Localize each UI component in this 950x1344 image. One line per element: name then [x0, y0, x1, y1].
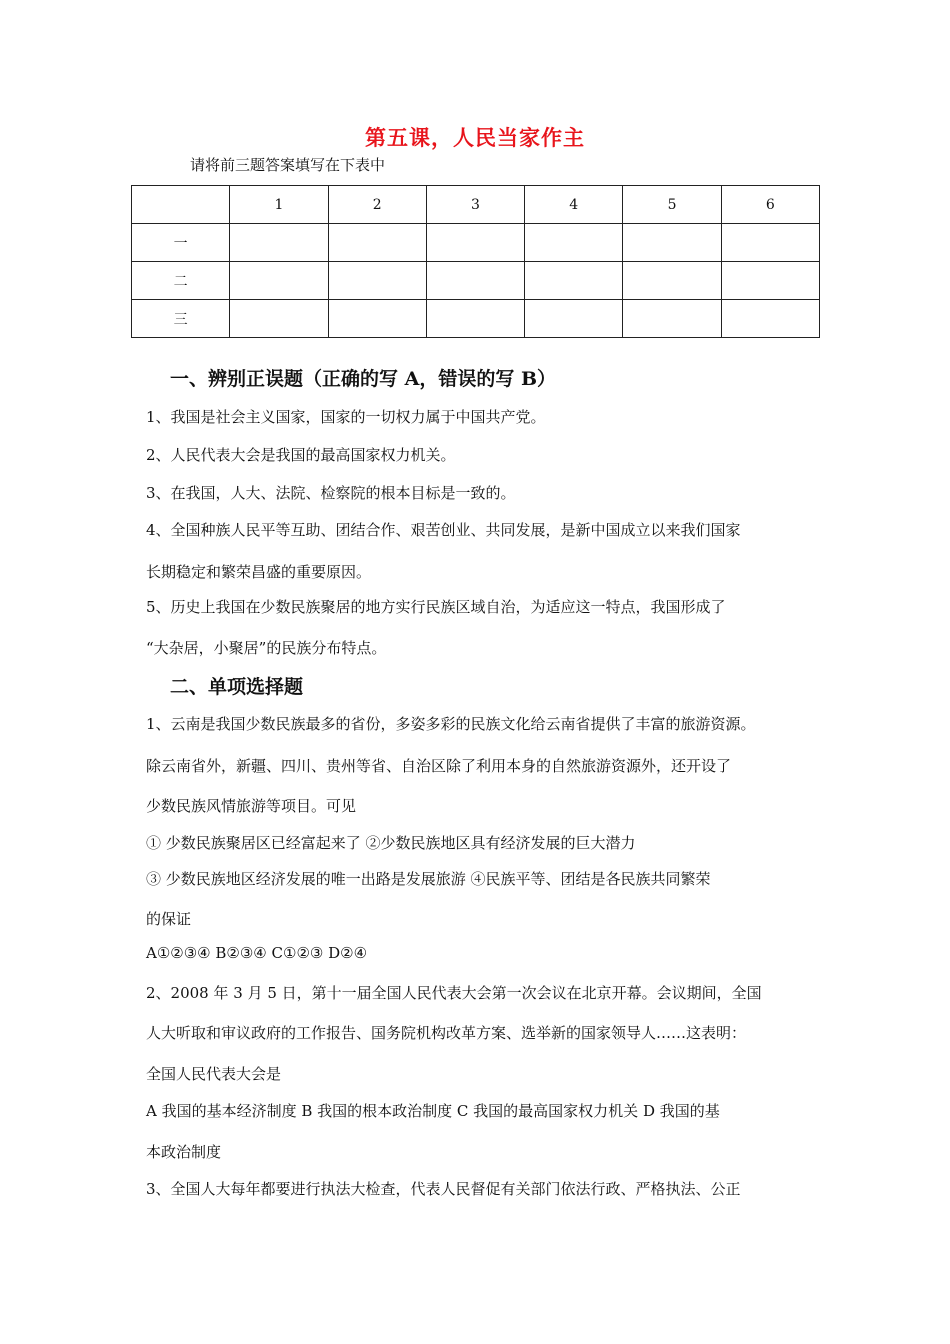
section2-heading: 二、单项选择题	[170, 676, 304, 698]
section1-heading: 一、辨别正误题（正确的写 A，错误的写 B）	[170, 368, 557, 390]
table-row	[132, 262, 820, 300]
answer-cell[interactable]	[426, 300, 524, 338]
text-line: 人大听取和审议政府的工作报告、国务院机构改革方案、选举新的国家领导人……这表明：	[146, 1024, 747, 1042]
text-line: 1、我国是社会主义国家，国家的一切权力属于中国共产党。	[146, 408, 546, 426]
header-cell: 2	[328, 186, 426, 224]
text-line: 少数民族风情旅游等项目。可见	[146, 797, 357, 815]
answer-cell[interactable]	[623, 300, 721, 338]
page-title: 第五课，人民当家作主	[365, 125, 585, 150]
table-row	[132, 224, 820, 262]
answer-cell[interactable]	[721, 224, 819, 262]
answer-options: A①②③④ B②③④ C①②③ D②④	[146, 944, 368, 962]
text-line: 的保证	[146, 910, 192, 928]
header-cell	[132, 186, 230, 224]
row-label: 二	[132, 262, 230, 300]
text-line: 3、在我国，人大、法院、检察院的根本目标是一致的。	[146, 484, 516, 502]
row-label: 一	[132, 224, 230, 262]
answer-cell[interactable]	[525, 262, 623, 300]
text-line: 长期稳定和繁荣昌盛的重要原因。	[146, 563, 372, 581]
answer-cell[interactable]	[525, 224, 623, 262]
text-line: 5、历史上我国在少数民族聚居的地方实行民族区域自治，为适应这一特点，我国形成了	[146, 598, 726, 616]
answer-cell[interactable]	[721, 300, 819, 338]
header-cell: 3	[426, 186, 524, 224]
answer-table	[131, 185, 820, 338]
answer-cell[interactable]	[721, 262, 819, 300]
text-line: ① 少数民族聚居区已经富起来了 ②少数民族地区具有经济发展的巨大潜力	[146, 834, 636, 852]
text-line: 全国人民代表大会是	[146, 1065, 282, 1083]
answer-options: A 我国的基本经济制度 B 我国的根本政治制度 C 我国的最高国家权力机关 D 我国的基	[146, 1102, 720, 1120]
text-line: 2、人民代表大会是我国的最高国家权力机关。	[146, 446, 456, 464]
answer-cell[interactable]	[230, 300, 328, 338]
answer-cell[interactable]	[426, 262, 524, 300]
text-line: 除云南省外，新疆、四川、贵州等省、自治区除了利用本身的自然旅游资源外，还开设了	[146, 757, 732, 775]
text-line: 1、云南是我国少数民族最多的省份，多姿多彩的民族文化给云南省提供了丰富的旅游资源。	[146, 715, 756, 733]
answer-cell[interactable]	[426, 224, 524, 262]
answer-cell[interactable]	[525, 300, 623, 338]
table-header-row	[132, 186, 820, 224]
row-label: 三	[132, 300, 230, 338]
answer-cell[interactable]	[328, 262, 426, 300]
text-line: ③ 少数民族地区经济发展的唯一出路是发展旅游 ④民族平等、团结是各民族共同繁荣	[146, 870, 711, 888]
header-cell: 5	[623, 186, 721, 224]
text-line: 4、全国种族人民平等互助、团结合作、艰苦创业、共同发展，是新中国成立以来我们国家	[146, 521, 741, 539]
header-cell: 1	[230, 186, 328, 224]
answer-cell[interactable]	[230, 262, 328, 300]
answer-cell[interactable]	[328, 224, 426, 262]
text-line: 3、全国人大每年都要进行执法大检查，代表人民督促有关部门依法行政、严格执法、公正	[146, 1180, 741, 1198]
text-line: 2、2008 年 3 月 5 日，第十一届全国人民代表大会第一次会议在北京开幕。会议期间，全国	[146, 984, 762, 1002]
table-instruction: 请将前三题答案填写在下表中	[190, 156, 386, 174]
header-cell: 4	[525, 186, 623, 224]
answer-cell[interactable]	[230, 224, 328, 262]
text-line: “大杂居，小聚居”的民族分布特点。	[146, 639, 387, 657]
answer-cell[interactable]	[623, 262, 721, 300]
answer-cell[interactable]	[328, 300, 426, 338]
header-cell: 6	[721, 186, 819, 224]
text-line: 本政治制度	[146, 1143, 222, 1161]
answer-cell[interactable]	[623, 224, 721, 262]
table-row	[132, 300, 820, 338]
